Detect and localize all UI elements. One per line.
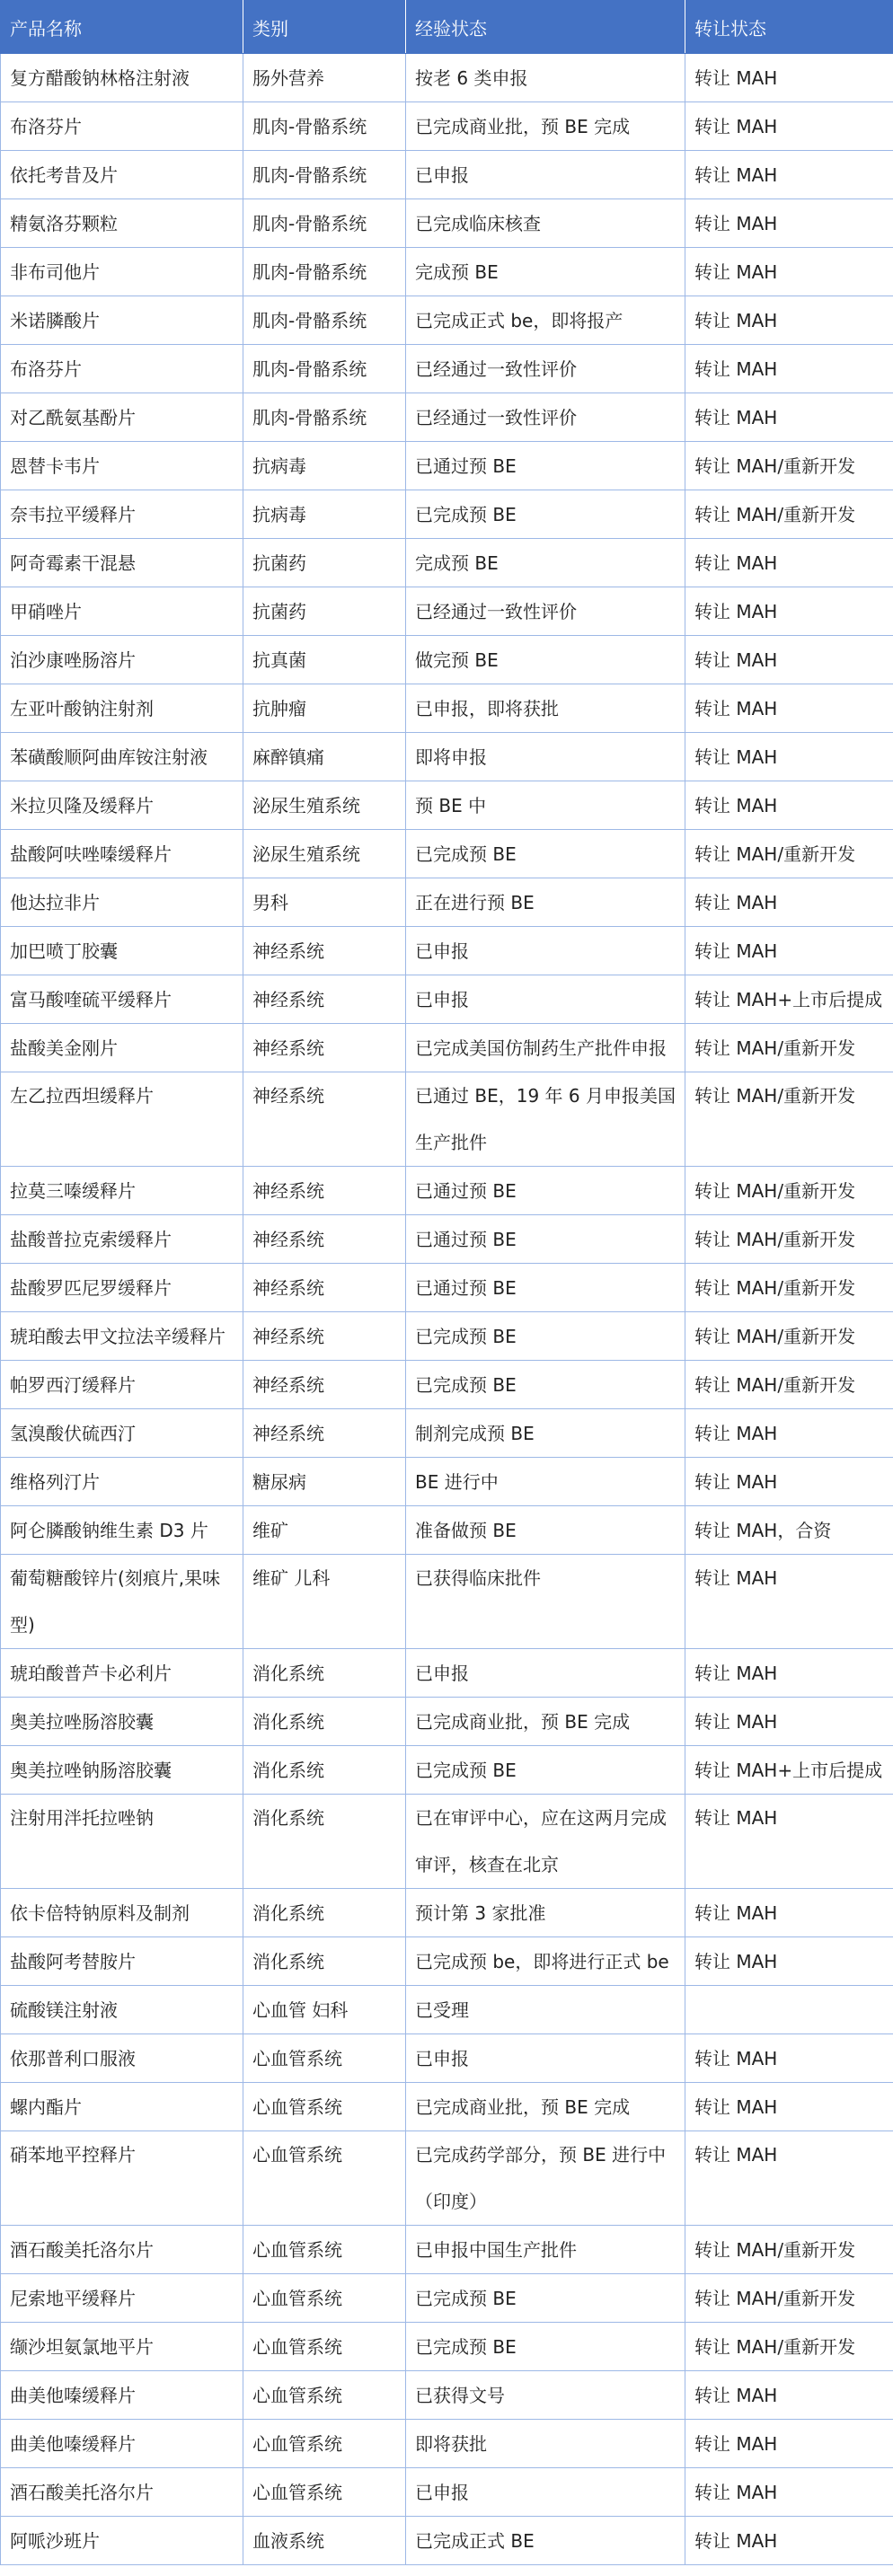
category-cell: 心血管系统 (243, 2420, 406, 2468)
product-name-cell: 硝苯地平控释片 (1, 2131, 243, 2226)
category-cell: 男科 (243, 878, 406, 927)
table-row (1, 733, 893, 781)
transfer-status-cell: 转让 MAH (685, 2468, 893, 2517)
trial-status-cell: 已完成预 BE (406, 2323, 685, 2371)
trial-status-cell: 已通过预 BE (406, 1167, 685, 1215)
table-row (1, 539, 893, 587)
product-name-cell: 维格列汀片 (1, 1458, 243, 1506)
table-row (1, 2468, 893, 2517)
transfer-status-cell: 转让 MAH (685, 1649, 893, 1698)
category-cell: 肌肉-骨骼系统 (243, 102, 406, 151)
product-name-cell: 苯磺酸顺阿曲库铵注射液 (1, 733, 243, 781)
trial-status-cell: 制剂完成预 BE (406, 1409, 685, 1458)
trial-status-cell (406, 2131, 685, 2226)
category-cell: 抗肿瘤 (243, 684, 406, 733)
table-row (1, 1409, 893, 1458)
product-name-cell: 奥美拉唑肠溶胶囊 (1, 1698, 243, 1746)
trial-status-cell: 已申报 (406, 2468, 685, 2517)
category-cell: 心血管系统 (243, 2083, 406, 2131)
product-name-cell: 依那普利口服液 (1, 2034, 243, 2083)
transfer-status-cell: 转让 MAH (685, 2083, 893, 2131)
trial-status-cell: 已完成商业批，预 BE 完成 (406, 1698, 685, 1746)
transfer-status-cell (685, 1986, 893, 2034)
trial-status-cell: 已完成商业批，预 BE 完成 (406, 102, 685, 151)
transfer-status-cell: 转让 MAH/重新开发 (685, 1264, 893, 1312)
product-name-cell: 尼索地平缓释片 (1, 2274, 243, 2323)
transfer-status-cell: 转让 MAH (685, 733, 893, 781)
trial-status-cell: 已完成预 BE (406, 1312, 685, 1361)
cell-line: 型) (10, 1614, 35, 1636)
header-transfer-status: 转让状态 (685, 1, 893, 54)
product-name-cell: 琥珀酸普芦卡必利片 (1, 1649, 243, 1698)
table-row (1, 1746, 893, 1795)
table-row (1, 1361, 893, 1409)
category-cell: 心血管系统 (243, 2371, 406, 2420)
transfer-status-cell: 转让 MAH/重新开发 (685, 2274, 893, 2323)
category-cell: 心血管系统 (243, 2468, 406, 2517)
category-cell: 肌肉-骨骼系统 (243, 296, 406, 345)
product-name-cell: 奥美拉唑钠肠溶胶囊 (1, 1746, 243, 1795)
table-row (1, 54, 893, 102)
table-row (1, 199, 893, 248)
product-name-cell: 酒石酸美托洛尔片 (1, 2226, 243, 2274)
transfer-status-cell: 转让 MAH (685, 151, 893, 199)
trial-status-cell: 已完成商业批，预 BE 完成 (406, 2083, 685, 2131)
table-row (1, 248, 893, 296)
category-cell: 消化系统 (243, 1937, 406, 1986)
cell-line: 已完成药学部分，预 BE 进行中 (415, 2144, 667, 2166)
header-product-name: 产品名称 (1, 1, 243, 54)
transfer-status-cell: 转让 MAH (685, 781, 893, 830)
category-cell: 神经系统 (243, 975, 406, 1024)
trial-status-cell: 做完预 BE (406, 636, 685, 684)
category-cell: 肠外营养 (243, 54, 406, 102)
trial-status-cell: 已完成预 BE (406, 1361, 685, 1409)
category-cell: 神经系统 (243, 927, 406, 975)
table-row (1, 151, 893, 199)
trial-status-cell: 已申报，即将获批 (406, 684, 685, 733)
product-name-cell (1, 1555, 243, 1649)
category-cell: 抗菌药 (243, 587, 406, 636)
trial-status-cell: 预 BE 中 (406, 781, 685, 830)
trial-status-cell: 即将获批 (406, 2420, 685, 2468)
trial-status-cell (406, 1795, 685, 1889)
transfer-status-cell: 转让 MAH/重新开发 (685, 2226, 893, 2274)
product-name-cell: 螺内酯片 (1, 2083, 243, 2131)
transfer-status-cell: 转让 MAH/重新开发 (685, 1167, 893, 1215)
table-row (1, 1458, 893, 1506)
table-row (1, 1215, 893, 1264)
product-name-cell: 盐酸普拉克索缓释片 (1, 1215, 243, 1264)
trial-status-cell: 已获得文号 (406, 2371, 685, 2420)
category-cell: 肌肉-骨骼系统 (243, 199, 406, 248)
category-cell: 神经系统 (243, 1409, 406, 1458)
product-name-cell: 甲硝唑片 (1, 587, 243, 636)
trial-status-cell: 完成预 BE (406, 248, 685, 296)
product-name-cell: 非布司他片 (1, 248, 243, 296)
trial-status-cell: 已经通过一致性评价 (406, 345, 685, 393)
product-name-cell: 酒石酸美托洛尔片 (1, 2468, 243, 2517)
table-row (1, 1937, 893, 1986)
category-cell: 泌尿生殖系统 (243, 830, 406, 878)
transfer-status-cell: 转让 MAH (685, 1698, 893, 1746)
product-name-cell: 米拉贝隆及缓释片 (1, 781, 243, 830)
header-category: 类别 (243, 1, 406, 54)
product-name-cell: 阿奇霉素干混悬 (1, 539, 243, 587)
trial-status-cell: 已完成临床核查 (406, 199, 685, 248)
transfer-status-cell: 转让 MAH (685, 2131, 893, 2226)
trial-status-cell: 已完成预 be，即将进行正式 be (406, 1937, 685, 1986)
category-cell: 抗病毒 (243, 490, 406, 539)
transfer-status-cell: 转让 MAH (685, 1458, 893, 1506)
trial-status-cell: 已申报 (406, 151, 685, 199)
product-name-cell: 富马酸喹硫平缓释片 (1, 975, 243, 1024)
transfer-status-cell: 转让 MAH (685, 102, 893, 151)
transfer-status-cell: 转让 MAH (685, 636, 893, 684)
product-name-cell: 米诺膦酸片 (1, 296, 243, 345)
transfer-status-cell: 转让 MAH (685, 878, 893, 927)
product-name-cell: 阿仑膦酸钠维生素 D3 片 (1, 1506, 243, 1555)
transfer-status-cell: 转让 MAH/重新开发 (685, 442, 893, 490)
category-cell: 心血管系统 (243, 2323, 406, 2371)
transfer-status-cell: 转让 MAH (685, 539, 893, 587)
transfer-status-cell: 转让 MAH+上市后提成 (685, 1746, 893, 1795)
category-cell: 消化系统 (243, 1698, 406, 1746)
category-cell: 肌肉-骨骼系统 (243, 393, 406, 442)
trial-status-cell: 完成预 BE (406, 539, 685, 587)
category-cell: 消化系统 (243, 1649, 406, 1698)
product-name-cell: 氢溴酸伏硫西汀 (1, 1409, 243, 1458)
transfer-status-cell: 转让 MAH (685, 1409, 893, 1458)
table-row (1, 781, 893, 830)
table-row (1, 2131, 893, 2226)
table-row (1, 296, 893, 345)
table-row (1, 1167, 893, 1215)
cell-line: 审评，核查在北京 (415, 1854, 559, 1875)
trial-status-cell: 按老 6 类申报 (406, 54, 685, 102)
category-cell: 神经系统 (243, 1215, 406, 1264)
trial-status-cell: 准备做预 BE (406, 1506, 685, 1555)
category-cell: 肌肉-骨骼系统 (243, 151, 406, 199)
category-cell: 心血管系统 (243, 2034, 406, 2083)
trial-status-cell: 已完成预 BE (406, 1746, 685, 1795)
table-row (1, 2371, 893, 2420)
transfer-status-cell: 转让 MAH/重新开发 (685, 2323, 893, 2371)
table-row (1, 393, 893, 442)
table-header-row (1, 1, 893, 54)
table-row (1, 1649, 893, 1698)
transfer-status-cell: 转让 MAH/重新开发 (685, 1361, 893, 1409)
table-row (1, 442, 893, 490)
transfer-status-cell: 转让 MAH/重新开发 (685, 1072, 893, 1167)
table-row (1, 102, 893, 151)
product-name-cell: 布洛芬片 (1, 102, 243, 151)
category-cell: 神经系统 (243, 1024, 406, 1072)
category-cell: 神经系统 (243, 1264, 406, 1312)
transfer-status-cell: 转让 MAH (685, 248, 893, 296)
table-row (1, 345, 893, 393)
transfer-status-cell: 转让 MAH (685, 2517, 893, 2565)
cell-line: 葡萄糖酸锌片(刻痕片,果味 (10, 1567, 221, 1589)
product-name-cell: 盐酸美金刚片 (1, 1024, 243, 1072)
table-row (1, 2323, 893, 2371)
transfer-status-cell: 转让 MAH (685, 393, 893, 442)
category-cell: 肌肉-骨骼系统 (243, 248, 406, 296)
table-row (1, 1698, 893, 1746)
trial-status-cell: 已申报 (406, 2034, 685, 2083)
table-row (1, 2517, 893, 2565)
transfer-status-cell: 转让 MAH/重新开发 (685, 830, 893, 878)
transfer-status-cell: 转让 MAH (685, 2371, 893, 2420)
product-name-cell: 他达拉非片 (1, 878, 243, 927)
product-name-cell: 盐酸阿考替胺片 (1, 1937, 243, 1986)
trial-status-cell: 已申报中国生产批件 (406, 2226, 685, 2274)
product-name-cell: 硫酸镁注射液 (1, 1986, 243, 2034)
table-row (1, 2226, 893, 2274)
table-row (1, 2034, 893, 2083)
product-name-cell: 帕罗西汀缓释片 (1, 1361, 243, 1409)
table-row (1, 587, 893, 636)
category-cell: 神经系统 (243, 1361, 406, 1409)
trial-status-cell: 预计第 3 家批准 (406, 1889, 685, 1937)
category-cell: 消化系统 (243, 1795, 406, 1889)
category-cell: 抗病毒 (243, 442, 406, 490)
transfer-status-cell: 转让 MAH (685, 199, 893, 248)
product-name-cell: 布洛芬片 (1, 345, 243, 393)
trial-status-cell: 已受理 (406, 1986, 685, 2034)
category-cell: 抗真菌 (243, 636, 406, 684)
transfer-status-cell: 转让 MAH (685, 296, 893, 345)
table-row (1, 1024, 893, 1072)
table-row (1, 490, 893, 539)
transfer-status-cell: 转让 MAH/重新开发 (685, 490, 893, 539)
transfer-status-cell: 转让 MAH，合资 (685, 1506, 893, 1555)
table-row (1, 636, 893, 684)
table-row (1, 1889, 893, 1937)
category-cell: 心血管系统 (243, 2226, 406, 2274)
table-row (1, 878, 893, 927)
table-row (1, 1555, 893, 1649)
transfer-status-cell: 转让 MAH (685, 587, 893, 636)
cell-line: 生产批件 (415, 1132, 487, 1153)
category-cell: 心血管 妇科 (243, 1986, 406, 2034)
category-cell: 消化系统 (243, 1746, 406, 1795)
transfer-status-cell: 转让 MAH (685, 2034, 893, 2083)
transfer-status-cell: 转让 MAH (685, 684, 893, 733)
product-name-cell: 依卡倍特钠原料及制剂 (1, 1889, 243, 1937)
product-name-cell: 曲美他嗪缓释片 (1, 2420, 243, 2468)
trial-status-cell: 已申报 (406, 1649, 685, 1698)
cell-line: 已在审评中心，应在这两月完成 (415, 1807, 667, 1829)
product-name-cell: 注射用泮托拉唑钠 (1, 1795, 243, 1889)
transfer-status-cell: 转让 MAH/重新开发 (685, 1024, 893, 1072)
table-row (1, 1506, 893, 1555)
product-name-cell: 恩替卡韦片 (1, 442, 243, 490)
trial-status-cell (406, 1072, 685, 1167)
trial-status-cell: 已申报 (406, 927, 685, 975)
category-cell: 维矿 (243, 1506, 406, 1555)
transfer-status-cell: 转让 MAH (685, 345, 893, 393)
product-name-cell: 对乙酰氨基酚片 (1, 393, 243, 442)
product-name-cell: 精氨洛芬颗粒 (1, 199, 243, 248)
category-cell: 肌肉-骨骼系统 (243, 345, 406, 393)
trial-status-cell: 即将申报 (406, 733, 685, 781)
category-cell: 麻醉镇痛 (243, 733, 406, 781)
transfer-status-cell: 转让 MAH (685, 54, 893, 102)
table-row (1, 684, 893, 733)
table-row (1, 1986, 893, 2034)
transfer-status-cell: 转让 MAH (685, 1795, 893, 1889)
product-name-cell: 奈韦拉平缓释片 (1, 490, 243, 539)
trial-status-cell: 已获得临床批件 (406, 1555, 685, 1649)
trial-status-cell: 已经通过一致性评价 (406, 393, 685, 442)
transfer-status-cell: 转让 MAH (685, 2420, 893, 2468)
product-name-cell: 依托考昔及片 (1, 151, 243, 199)
product-name-cell: 左亚叶酸钠注射剂 (1, 684, 243, 733)
trial-status-cell: 已通过预 BE (406, 1264, 685, 1312)
table-row (1, 2083, 893, 2131)
category-cell: 糖尿病 (243, 1458, 406, 1506)
category-cell: 神经系统 (243, 1312, 406, 1361)
trial-status-cell: 已完成预 BE (406, 830, 685, 878)
table-row (1, 975, 893, 1024)
product-name-cell: 盐酸罗匹尼罗缓释片 (1, 1264, 243, 1312)
transfer-status-cell: 转让 MAH/重新开发 (685, 1215, 893, 1264)
category-cell: 泌尿生殖系统 (243, 781, 406, 830)
product-name-cell: 琥珀酸去甲文拉法辛缓释片 (1, 1312, 243, 1361)
product-name-cell: 阿哌沙班片 (1, 2517, 243, 2565)
product-name-cell: 盐酸阿呋唑嗪缓释片 (1, 830, 243, 878)
product-name-cell: 泊沙康唑肠溶片 (1, 636, 243, 684)
category-cell: 神经系统 (243, 1167, 406, 1215)
cell-line: 已通过 BE，19 年 6 月申报美国 (415, 1085, 676, 1107)
category-cell: 心血管系统 (243, 2131, 406, 2226)
transfer-status-cell: 转让 MAH (685, 1889, 893, 1937)
category-cell: 血液系统 (243, 2517, 406, 2565)
table-row (1, 1795, 893, 1889)
transfer-status-cell: 转让 MAH (685, 1937, 893, 1986)
trial-status-cell: 正在进行预 BE (406, 878, 685, 927)
product-name-cell: 左乙拉西坦缓释片 (1, 1072, 243, 1167)
trial-status-cell: 已通过预 BE (406, 1215, 685, 1264)
trial-status-cell: 已完成预 BE (406, 490, 685, 539)
product-name-cell: 缬沙坦氨氯地平片 (1, 2323, 243, 2371)
trial-status-cell: 已申报 (406, 975, 685, 1024)
table-row (1, 1264, 893, 1312)
product-name-cell: 复方醋酸钠林格注射液 (1, 54, 243, 102)
trial-status-cell: 已完成预 BE (406, 2274, 685, 2323)
table-row (1, 2274, 893, 2323)
category-cell: 神经系统 (243, 1072, 406, 1167)
trial-status-cell: 已通过预 BE (406, 442, 685, 490)
table-row (1, 830, 893, 878)
header-trial-status: 经验状态 (406, 1, 685, 54)
table-row (1, 927, 893, 975)
transfer-status-cell: 转让 MAH (685, 1555, 893, 1649)
cell-line: （印度） (415, 2191, 487, 2212)
product-name-cell: 拉莫三嗪缓释片 (1, 1167, 243, 1215)
table-row (1, 1312, 893, 1361)
trial-status-cell: 已完成美国仿制药生产批件申报 (406, 1024, 685, 1072)
product-name-cell: 曲美他嗪缓释片 (1, 2371, 243, 2420)
category-cell: 抗菌药 (243, 539, 406, 587)
trial-status-cell: 已经通过一致性评价 (406, 587, 685, 636)
trial-status-cell: 已完成正式 BE (406, 2517, 685, 2565)
trial-status-cell: BE 进行中 (406, 1458, 685, 1506)
transfer-status-cell: 转让 MAH (685, 927, 893, 975)
category-cell: 消化系统 (243, 1889, 406, 1937)
transfer-status-cell: 转让 MAH+上市后提成 (685, 975, 893, 1024)
category-cell: 维矿 儿科 (243, 1555, 406, 1649)
category-cell: 心血管系统 (243, 2274, 406, 2323)
product-name-cell: 加巴喷丁胶囊 (1, 927, 243, 975)
table-row (1, 2420, 893, 2468)
table-row (1, 1072, 893, 1167)
transfer-status-cell: 转让 MAH/重新开发 (685, 1312, 893, 1361)
trial-status-cell: 已完成正式 be，即将报产 (406, 296, 685, 345)
